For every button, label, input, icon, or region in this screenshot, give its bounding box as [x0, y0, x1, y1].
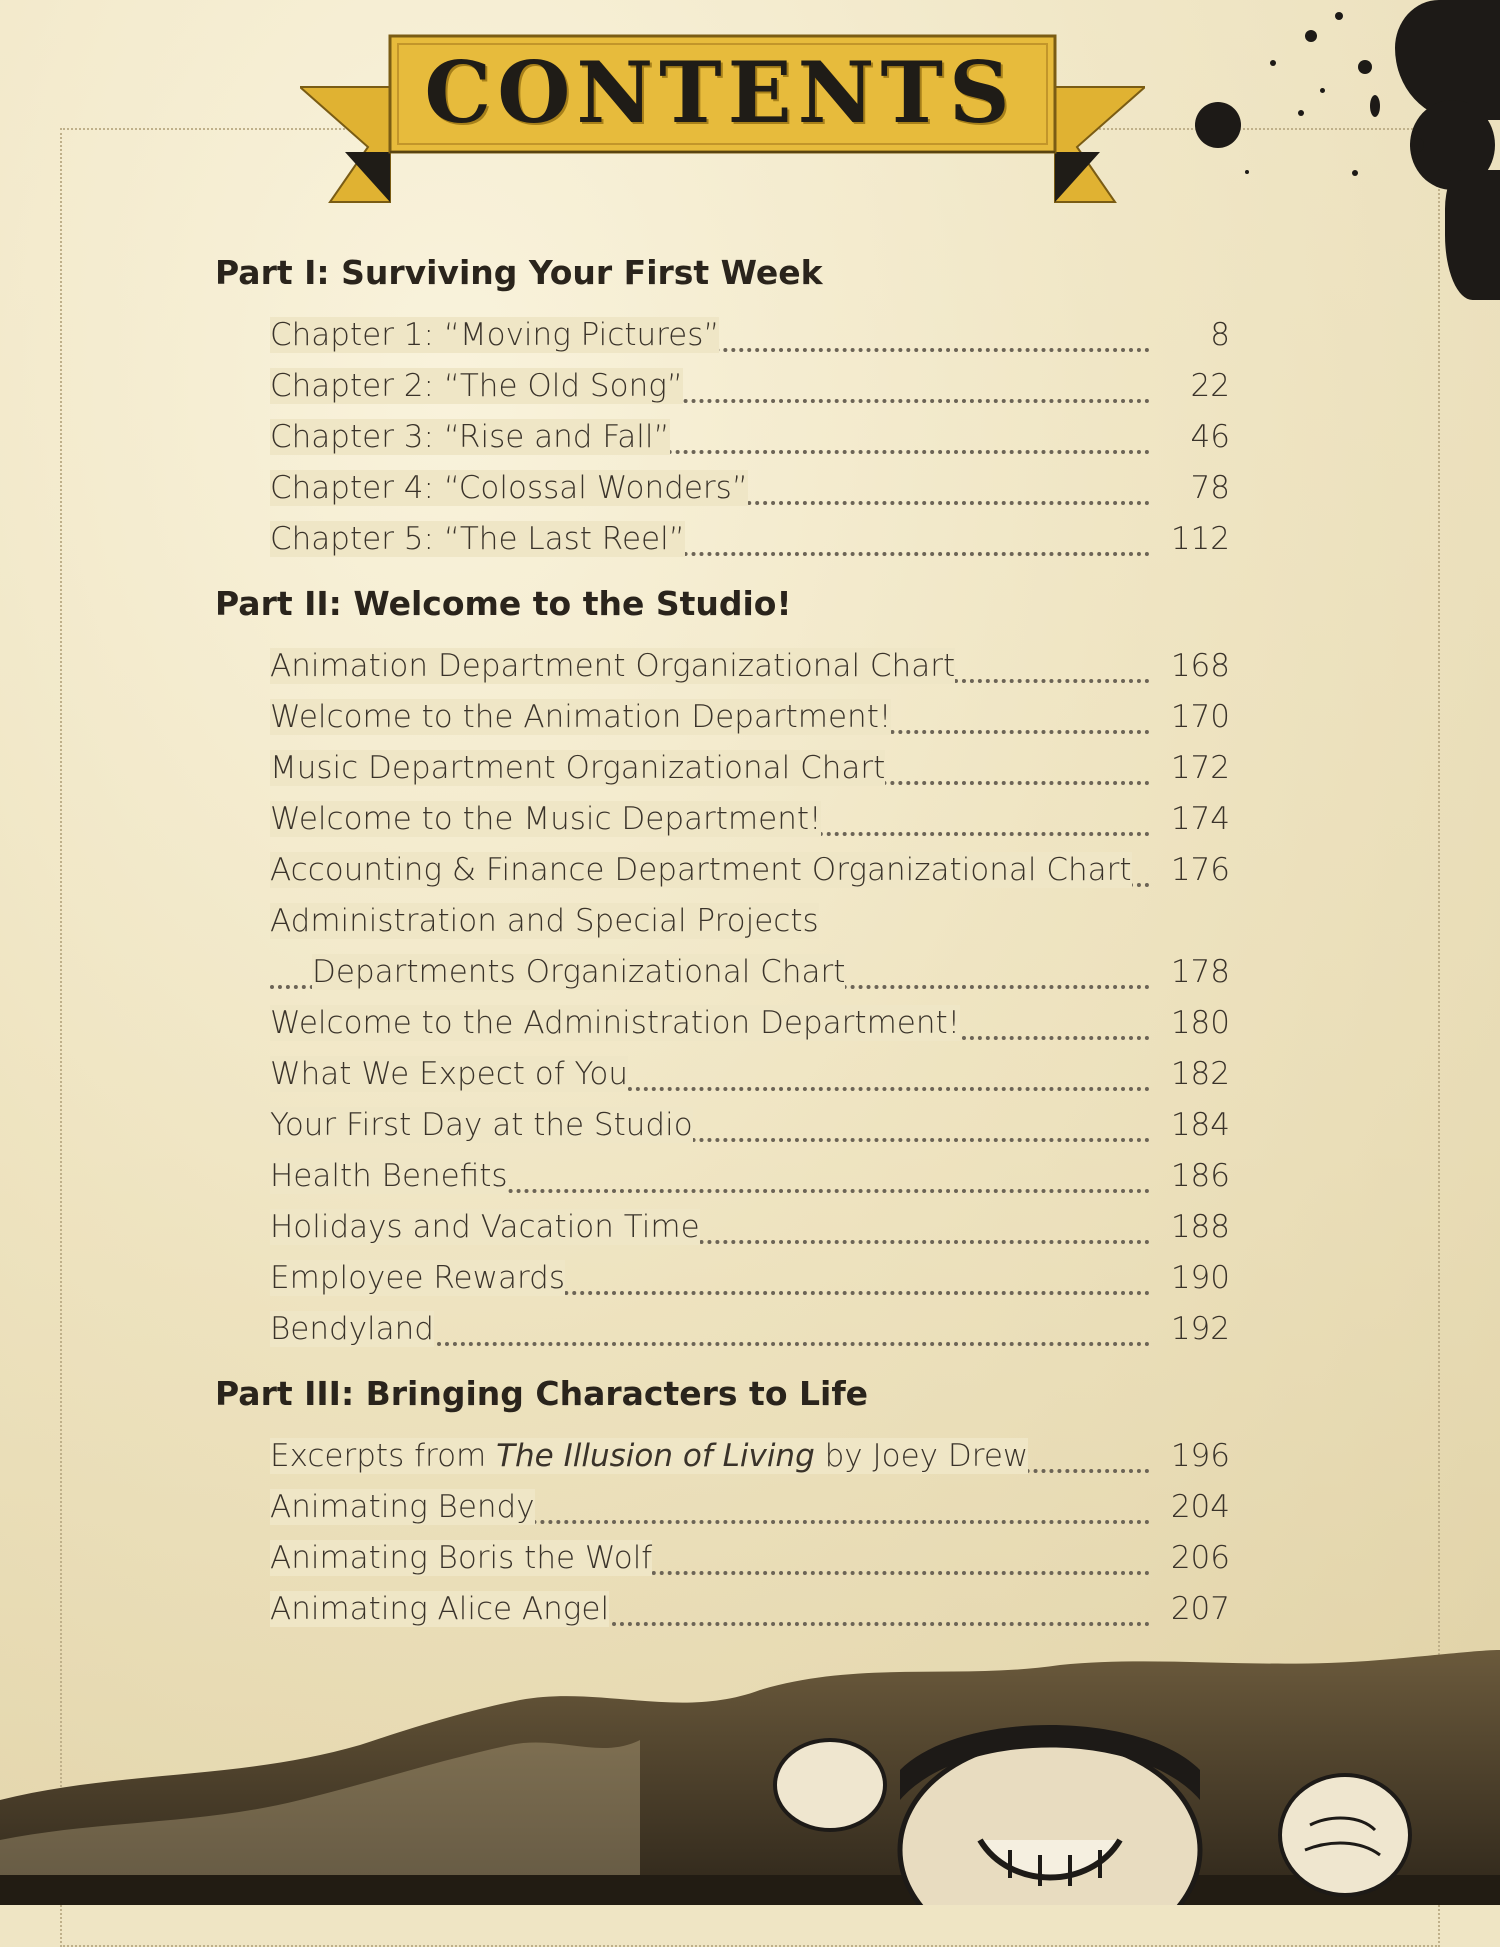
toc-entry[interactable]: Holidays and Vacation Time 188	[270, 1202, 1230, 1253]
part-heading: Part I: Surviving Your First Week	[215, 253, 823, 292]
toc-entry[interactable]: Accounting & Finance Department Organizational Chart 176	[270, 845, 1230, 896]
page-number: 174	[1170, 801, 1230, 837]
page-number: 170	[1170, 699, 1230, 735]
page-number: 176	[1170, 852, 1230, 888]
toc-entry[interactable]: Excerpts from The Illusion of Living by Joey Drew 196	[270, 1431, 1230, 1482]
toc-entry[interactable]: Chapter 4: “Colossal Wonders” 78	[270, 463, 1230, 514]
page-number: 184	[1170, 1107, 1230, 1143]
toc-entry[interactable]: Departments Organizational Chart 178	[270, 947, 1230, 998]
toc-entry[interactable]: Animating Bendy 204	[270, 1482, 1230, 1533]
page-number: 188	[1170, 1209, 1230, 1245]
toc-entry[interactable]: Health Benefits 186	[270, 1151, 1230, 1202]
page-number: 196	[1170, 1438, 1230, 1474]
page-number: 8	[1210, 317, 1230, 353]
toc-entry[interactable]: Music Department Organizational Chart 172	[270, 743, 1230, 794]
toc-entry[interactable]: Bendyland 192	[270, 1304, 1230, 1355]
page-number: 78	[1190, 470, 1230, 506]
page-number: 186	[1170, 1158, 1230, 1194]
page-number: 112	[1170, 521, 1230, 557]
page-number: 207	[1170, 1591, 1230, 1627]
part-heading: Part III: Bringing Characters to Life	[215, 1374, 869, 1413]
page-number: 178	[1170, 954, 1230, 990]
page-number: 168	[1170, 648, 1230, 684]
toc-entry[interactable]: Chapter 5: “The Last Reel” 112	[270, 514, 1230, 565]
toc-entry[interactable]: Employee Rewards 190	[270, 1253, 1230, 1304]
part-heading: Part II: Welcome to the Studio!	[215, 584, 792, 623]
toc-entry[interactable]: Animating Alice Angel 207	[270, 1584, 1230, 1635]
toc-entry[interactable]: Chapter 2: “The Old Song” 22	[270, 361, 1230, 412]
toc-entry[interactable]: Your First Day at the Studio 184	[270, 1100, 1230, 1151]
page-number: 172	[1170, 750, 1230, 786]
page-number: 180	[1170, 1005, 1230, 1041]
toc-entry[interactable]: Welcome to the Music Department! 174	[270, 794, 1230, 845]
table-of-contents	[215, 250, 1230, 1635]
toc-entry[interactable]: Chapter 1: “Moving Pictures” 8	[270, 310, 1230, 361]
page-number: 46	[1190, 419, 1230, 455]
toc-entry[interactable]: Animation Department Organizational Chart 168	[270, 641, 1230, 692]
toc-entry[interactable]: Administration and Special Projects	[270, 903, 819, 939]
toc-entry[interactable]: What We Expect of You 182	[270, 1049, 1230, 1100]
contents-banner	[300, 32, 1145, 207]
page-title: CONTENTS	[424, 43, 1016, 142]
torn-paper-illustration	[0, 1650, 1500, 1905]
bendy-face-icon	[900, 1725, 1200, 1905]
page-number: 192	[1170, 1311, 1230, 1347]
toc-entry[interactable]: Chapter 3: “Rise and Fall” 46	[270, 412, 1230, 463]
page-number: 190	[1170, 1260, 1230, 1296]
toc-entry[interactable]: Animating Boris the Wolf 206	[270, 1533, 1230, 1584]
page-number: 206	[1170, 1540, 1230, 1576]
page-number: 22	[1190, 368, 1230, 404]
toc-entry[interactable]: Welcome to the Animation Department! 170	[270, 692, 1230, 743]
page-number: 182	[1170, 1056, 1230, 1092]
toc-entry[interactable]: Welcome to the Administration Department! 180	[270, 998, 1230, 1049]
page-number: 204	[1170, 1489, 1230, 1525]
